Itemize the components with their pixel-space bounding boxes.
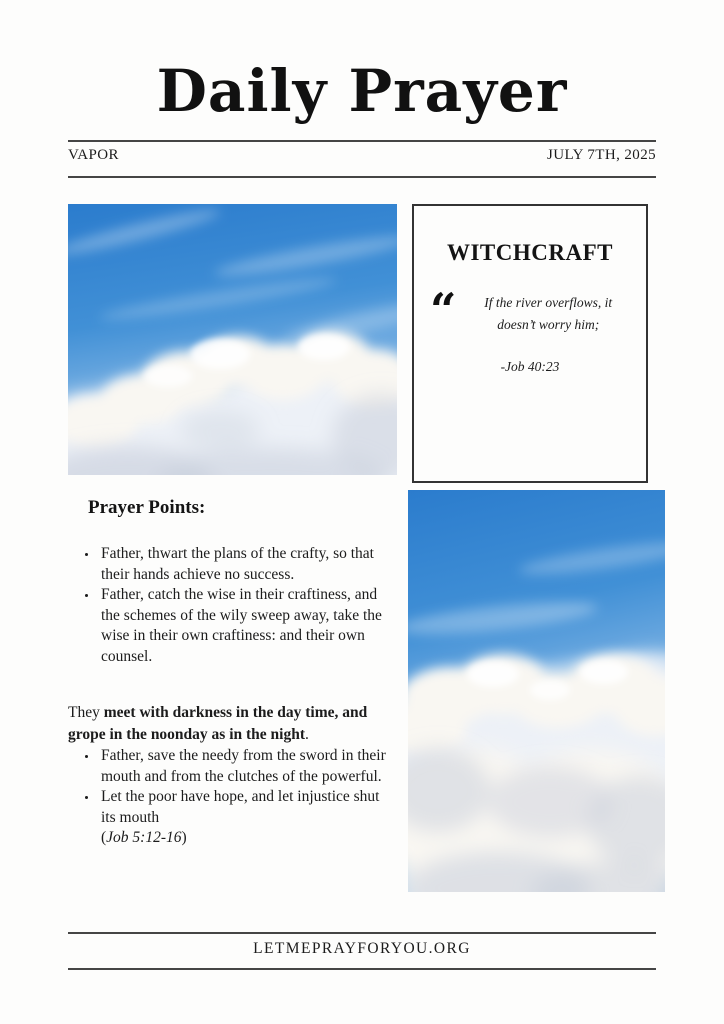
quote-text: If the river overflows, it doesn’t worry him; [484, 295, 613, 332]
cloud-photo-portrait [408, 490, 665, 892]
masthead-rule-bottom [68, 176, 656, 178]
page-title: Daily Prayer [156, 57, 568, 125]
citation-reference: Job 5:12-16 [106, 829, 182, 846]
prayer-point-item [98, 787, 396, 849]
masthead-rule-top [68, 140, 656, 142]
quote-icon: “ [430, 283, 457, 337]
prayer-point-item: • Father, save the needy from the sword in their mouth and from the clutches of the powerful. [98, 746, 396, 787]
masthead-edition: VAPOR [68, 147, 119, 163]
cloud-photo-landscape [68, 204, 397, 475]
citation-paren-open: ( [101, 829, 107, 846]
interlude-prefix: They [68, 703, 104, 721]
feature-heading: WITCHCRAFT [446, 240, 613, 265]
footer-website: LETMEPRAYFORYOU.ORG [253, 940, 471, 957]
masthead-date: JULY 7TH, 2025 [547, 147, 656, 163]
interlude-bold-text: meet with darkness in the day time, and grope in the noonday as in the night [68, 703, 368, 743]
interlude-suffix: . [305, 725, 309, 743]
footer-rule-bottom [68, 968, 656, 970]
masthead-row [68, 147, 656, 164]
citation-paren-close: ) [181, 829, 187, 846]
quote-row [414, 283, 646, 337]
interlude-paragraph [68, 702, 398, 746]
feature-box [412, 204, 648, 483]
footer-rule-top [68, 932, 656, 934]
quote-citation: -Job 40:23 [500, 359, 560, 375]
prayer-point-item: • Father, catch the wise in their craftiness, and the schemes of the wily sweep away, take the wise in their own craftiness: and their own counsel. [98, 585, 396, 667]
prayer-point-item: • Father, thwart the plans of the crafty, so that their hands achieve no success. [98, 544, 396, 585]
scripture-citation [101, 829, 187, 846]
prayer-points-list-top [72, 544, 396, 667]
prayer-point-text: Let the poor have hope, and let injustice shut its mouth [101, 788, 380, 826]
prayer-points-list-bottom [72, 746, 396, 849]
prayer-points-heading: Prayer Points: [88, 497, 206, 518]
